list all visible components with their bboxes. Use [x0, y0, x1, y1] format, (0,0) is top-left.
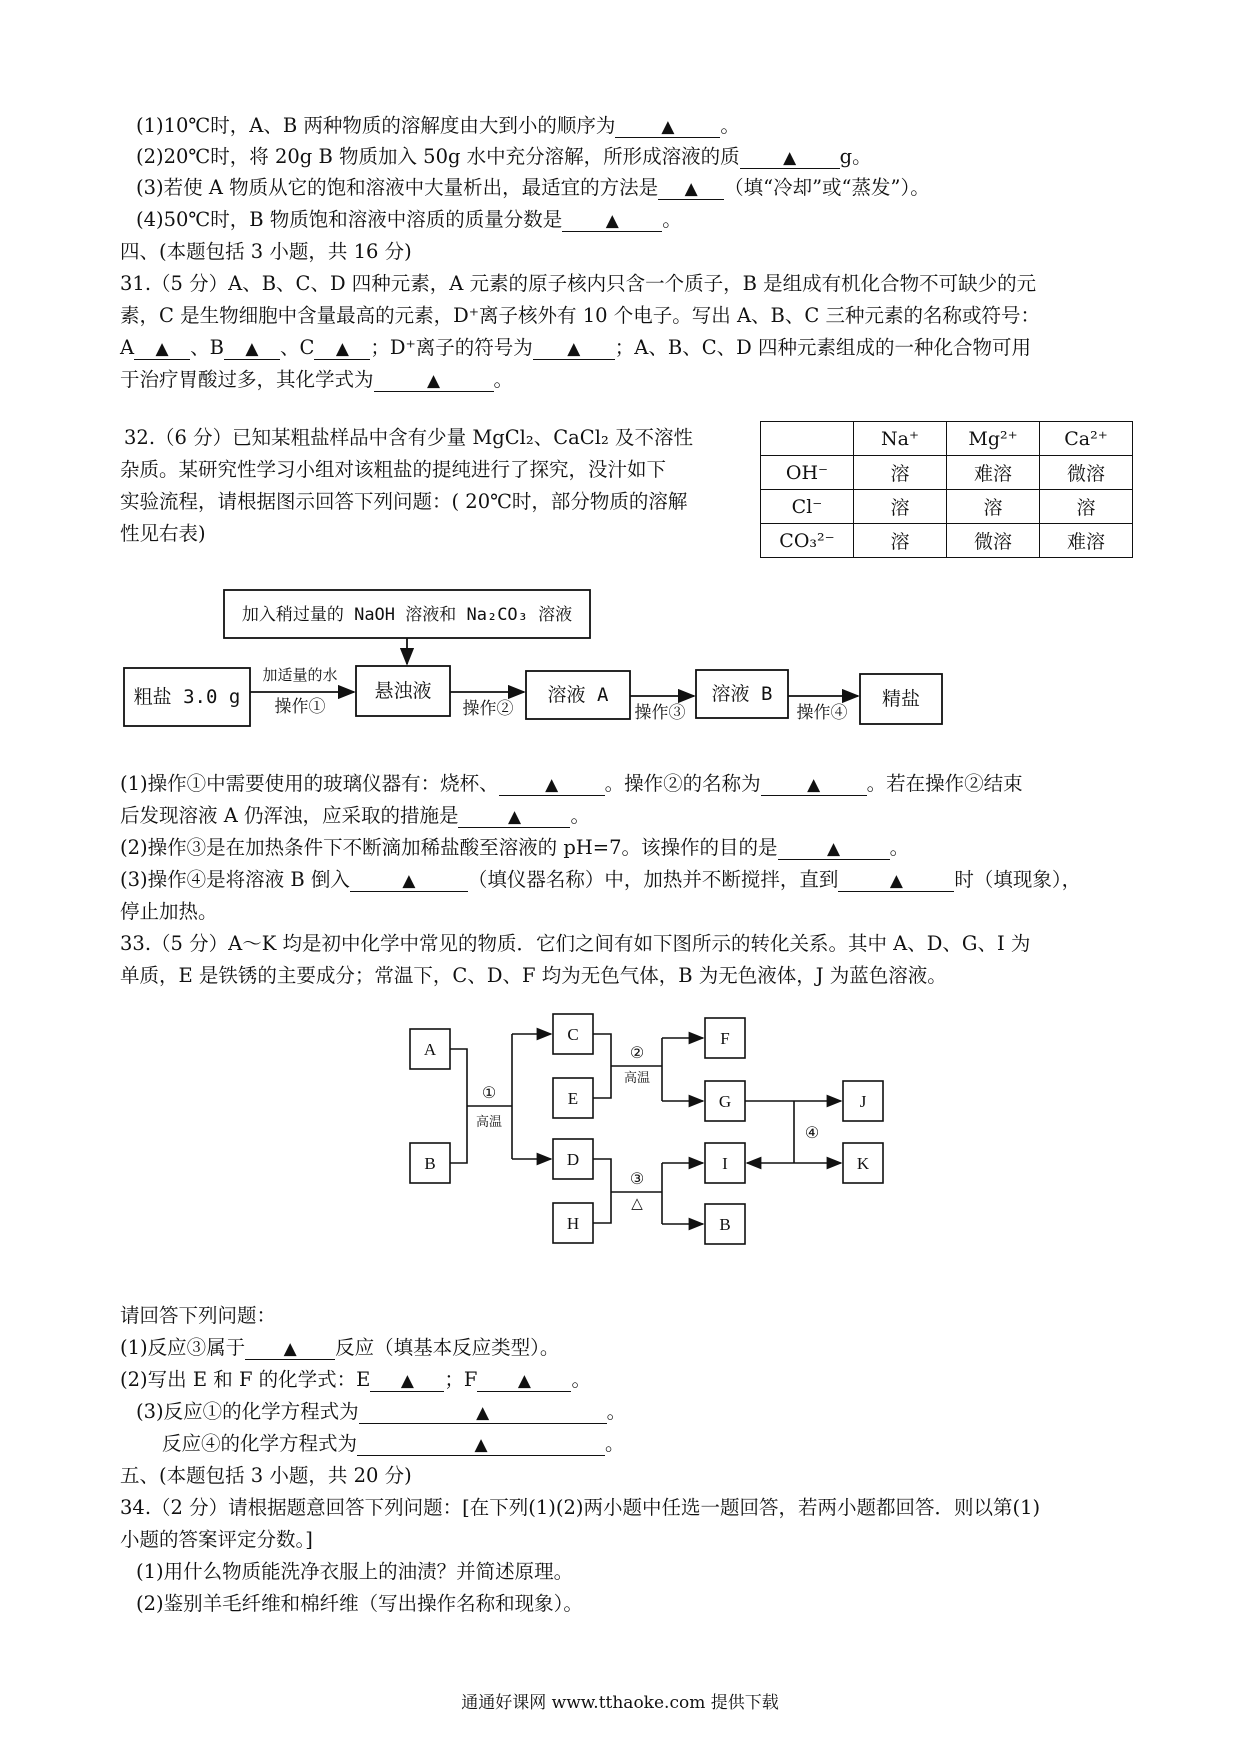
answer-blank[interactable]: ▲ — [533, 337, 615, 360]
crude-salt-label: 粗盐 3.0 g — [133, 686, 241, 708]
q31-line-1: 31.（5 分）A、B、C、D 四种元素，A 元素的原子核内只含一个质子，B 是组成有机化合物不可缺少的元 — [120, 272, 1037, 295]
node-a: A — [423, 1040, 437, 1059]
table-cell: 微溶 — [1040, 456, 1133, 490]
answer-blank[interactable]: ▲ — [374, 369, 494, 392]
answer-blank[interactable]: ▲ — [778, 837, 890, 860]
table-cell: 溶 — [947, 490, 1040, 524]
table-cell: 微溶 — [947, 524, 1040, 558]
q31-line-4: 于治疗胃酸过多，其化学式为 ▲ 。 — [120, 368, 514, 391]
reaction-1-number: ① — [481, 1085, 497, 1102]
answer-blank[interactable]: ▲ — [357, 1433, 605, 1456]
q32-line-4: 性见右表) — [120, 522, 206, 545]
q32-question-3-line-2: 停止加热。 — [120, 900, 218, 923]
operation-1-top-label: 加适量的水 — [262, 666, 338, 684]
answer-blank[interactable]: ▲ — [477, 1369, 571, 1392]
q33-line-1: 33.（5 分）A～K 均是初中化学中常见的物质．它们之间有如下图所示的转化关系。其中 A、D、G、I 为 — [120, 932, 1031, 955]
q33-question-1: (1)反应③属于 ▲ 反应（填基本反应类型）。 — [120, 1336, 560, 1359]
operation-1-label: 操作① — [274, 697, 326, 717]
suspension-label: 悬浊液 — [374, 680, 432, 702]
node-d: D — [566, 1150, 580, 1169]
node-j: J — [859, 1092, 867, 1111]
q32-question-1-line-2: 后发现溶液 A 仍浑浊，应采取的措施是 ▲ 。 — [120, 804, 590, 827]
table-cell: 溶 — [1040, 490, 1133, 524]
answer-blank[interactable]: ▲ — [499, 773, 605, 796]
node-i: I — [722, 1154, 728, 1173]
reaction-4-number: ④ — [804, 1125, 820, 1142]
reaction-3-condition: △ — [631, 1196, 643, 1212]
answer-blank[interactable]: ▲ — [359, 1401, 607, 1424]
node-e: E — [567, 1089, 579, 1108]
answer-blank[interactable]: ▲ — [350, 869, 468, 892]
answer-blank[interactable]: ▲ — [314, 337, 370, 360]
q32-question-3-line-1: (3)操作④是将溶液 B 倒入 ▲ （填仪器名称）中，加热并不断搅拌，直到 ▲ 时（填现象）， — [120, 868, 1082, 891]
q32-question-2: (2)操作③是在加热条件下不断滴加稀盐酸至溶液的 pH=7。该操作的目的是 ▲ 。 — [120, 836, 910, 859]
q32-line-3: 实验流程，请根据图示回答下列问题：( 20℃时，部分物质的溶解 — [120, 490, 688, 513]
q34-line-4: (2)鉴别羊毛纤维和棉纤维（写出操作名称和现象）。 — [136, 1592, 583, 1615]
section-5-heading: 五、(本题包括 3 小题，共 20 分) — [120, 1464, 412, 1487]
q31-line-2: 素，C 是生物细胞中含量最高的元素，D⁺离子核外有 10 个电子。写出 A、B、C 三种元素的名称或符号： — [120, 304, 1040, 327]
node-b: B — [424, 1154, 436, 1173]
answer-blank[interactable]: ▲ — [761, 773, 867, 796]
q30-line-3: (3)若使 A 物质从它的饱和溶液中大量析出，最适宜的方法是 ▲ （填“冷却”或“蒸发”）。 — [136, 176, 930, 199]
section-4-heading: 四、(本题包括 3 小题，共 16 分) — [120, 240, 412, 263]
answer-blank[interactable]: ▲ — [134, 337, 190, 360]
table-cell: Na⁺ — [854, 422, 947, 456]
table-cell: 溶 — [854, 524, 947, 558]
answer-blank[interactable]: ▲ — [562, 209, 662, 232]
q33-line-2: 单质，E 是铁锈的主要成分；常温下，C、D、F 均为无色气体，B 为无色液体，J 为蓝色溶液。 — [120, 964, 947, 987]
q30-line-4: (4)50℃时，B 物质饱和溶液中溶质的质量分数是 ▲ 。 — [136, 208, 682, 231]
q32-question-1-line-1: (1)操作①中需要使用的玻璃仪器有：烧杯、 ▲ 。操作②的名称为 ▲ 。若在操作②结束 — [120, 772, 1023, 795]
node-b-product: B — [719, 1215, 731, 1234]
solution-a-label: 溶液 A — [547, 684, 609, 706]
operation-4-label: 操作④ — [796, 703, 848, 723]
table-cell: Cl⁻ — [761, 490, 854, 524]
reaction-2-number: ② — [629, 1045, 645, 1062]
q34-line-3: (1)用什么物质能洗净衣服上的油渍？并简述原理。 — [136, 1560, 574, 1583]
table-cell: OH⁻ — [761, 456, 854, 490]
table-cell: CO₃²⁻ — [761, 524, 854, 558]
table-cell: 难溶 — [1040, 524, 1133, 558]
operation-2-label: 操作② — [462, 699, 514, 719]
table-cell: 难溶 — [947, 456, 1040, 490]
table-cell: 溶 — [854, 490, 947, 524]
q31-line-3: A ▲ 、B ▲ 、C ▲ ；D⁺离子的符号为 ▲ ；A、B、C、D 四种元素组成的一种化合物可用 — [120, 336, 1031, 359]
answer-blank[interactable]: ▲ — [615, 115, 720, 138]
table-cell: Ca²⁺ — [1040, 422, 1133, 456]
q34-line-2: 小题的答案评定分数。] — [120, 1528, 313, 1551]
answer-blank[interactable]: ▲ — [658, 177, 724, 200]
node-k: K — [856, 1154, 870, 1173]
node-f: F — [720, 1029, 730, 1048]
solution-b-label: 溶液 B — [711, 683, 773, 705]
reaction-1-condition: 高温 — [475, 1114, 503, 1129]
table-cell: 溶 — [854, 456, 947, 490]
refined-salt-label: 精盐 — [881, 688, 921, 710]
q33-question-3: (3)反应①的化学方程式为 ▲ 。 — [136, 1400, 627, 1423]
reagent-label: 加入稍过量的 NaOH 溶液和 Na₂CO₃ 溶液 — [241, 605, 573, 625]
q34-line-1: 34.（2 分）请根据题意回答下列问题：[在下列(1)(2)两小题中任选一题回答，若两小题都回答．则以第(1) — [120, 1496, 1041, 1519]
page-footer: 通通好课网 www.tthaoke.com 提供下载 — [461, 1693, 779, 1713]
answer-blank[interactable]: ▲ — [224, 337, 280, 360]
reaction-2-condition: 高温 — [623, 1070, 651, 1085]
q33-question-2: (2)写出 E 和 F 的化学式：E ▲ ；F ▲ 。 — [120, 1368, 591, 1391]
node-c: C — [567, 1025, 579, 1044]
answer-blank[interactable]: ▲ — [245, 1337, 335, 1360]
node-g: G — [718, 1092, 732, 1111]
q33-prompt: 请回答下列问题： — [120, 1304, 277, 1327]
q33-question-4: 反应④的化学方程式为 ▲ 。 — [162, 1432, 625, 1455]
answer-blank[interactable]: ▲ — [838, 869, 954, 892]
q30-line-1: (1)10℃时，A、B 两种物质的溶解度由大到小的顺序为 ▲ 。 — [136, 114, 740, 137]
node-h: H — [566, 1214, 580, 1233]
reaction-3-number: ③ — [629, 1171, 645, 1188]
table-cell: Mg²⁺ — [947, 422, 1040, 456]
operation-3-label: 操作③ — [634, 703, 686, 723]
answer-blank[interactable]: ▲ — [740, 146, 840, 169]
q30-line-2: (2)20℃时，将 20g B 物质加入 50g 水中充分溶解，所形成溶液的质 ▲ g。 — [136, 145, 872, 168]
q32-line-1: 32.（6 分）已知某粗盐样品中含有少量 MgCl₂、CaCl₂ 及不溶性 — [124, 426, 693, 449]
answer-blank[interactable]: ▲ — [370, 1369, 444, 1392]
answer-blank[interactable]: ▲ — [458, 805, 570, 828]
q32-line-2: 杂质。某研究性学习小组对该粗盐的提纯进行了探究，没汁如下 — [120, 458, 667, 481]
